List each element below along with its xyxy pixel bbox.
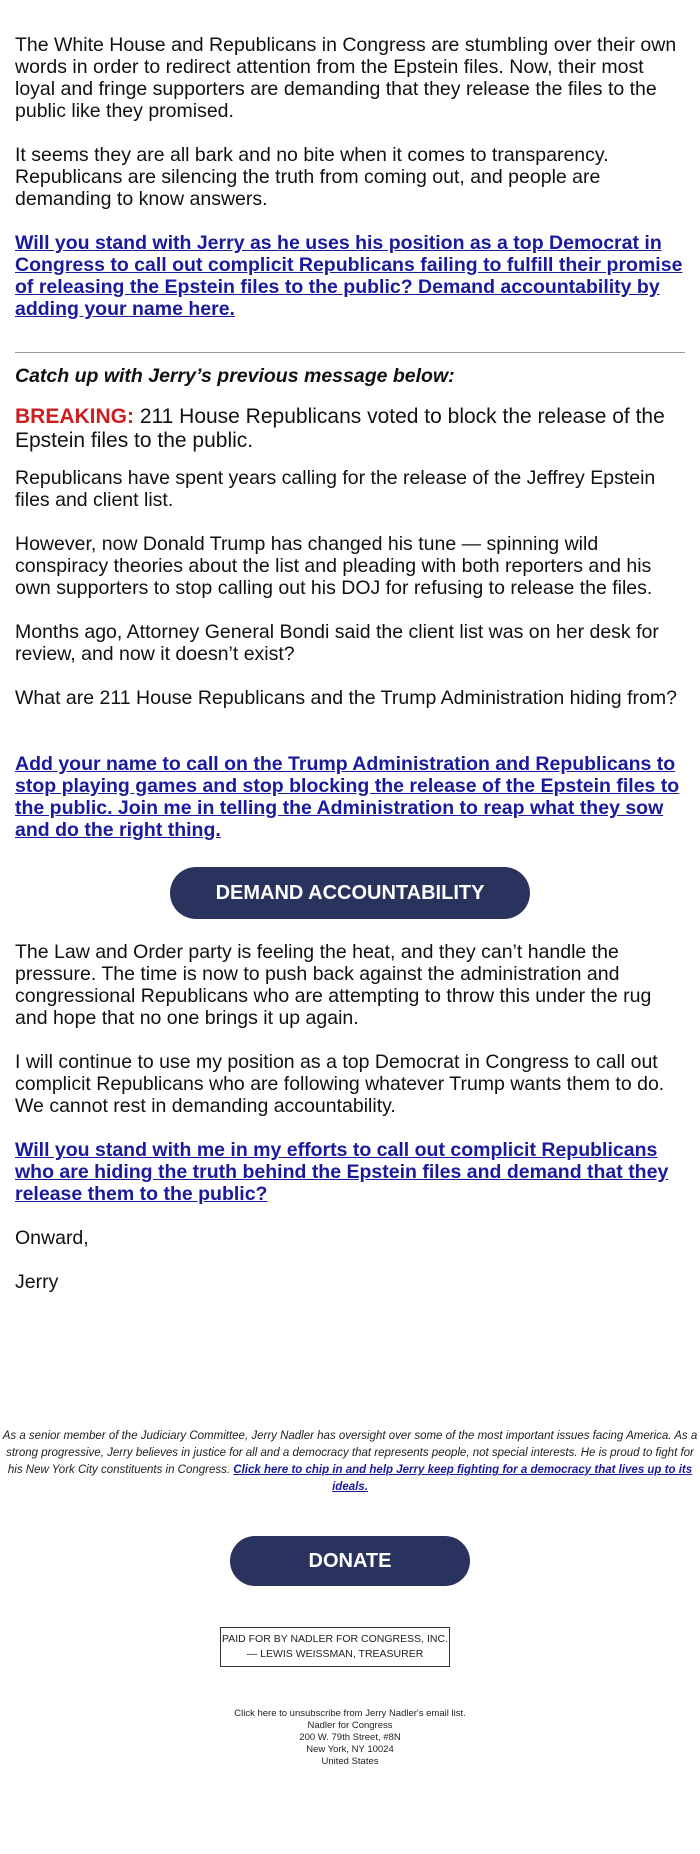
previous-paragraph-6: I will continue to use my position as a top Democrat in Congress to call out complicit Republicans who are following whatever Trump wants them to do. We cannot rest in demanding accountability. [15, 1051, 665, 1117]
previous-message-heading: Catch up with Jerry’s previous message below: [15, 365, 455, 387]
unsubscribe-link[interactable]: Click here to unsubscribe from Jerry Nadler's email list. [234, 1708, 466, 1719]
stand-with-me-link[interactable]: Will you stand with me in my efforts to call out complicit Republicans who are hiding the truth behind the Epstein files and demand that they release them to the public? [15, 1139, 669, 1205]
street-address: 200 W. 79th Street, #8N [299, 1732, 401, 1743]
paid-line-1: PAID FOR BY NADLER FOR CONGRESS, INC. [222, 1633, 448, 1645]
intro-paragraph-2: It seems they are all bark and no bite when it comes to transparency. Republicans are silencing the truth from coming out, and people are demanding to know answers. [15, 144, 609, 210]
org-name: Nadler for Congress [307, 1720, 393, 1731]
country: United States [321, 1756, 379, 1767]
breaking-label: BREAKING: [15, 405, 134, 428]
footer-bio [0, 1428, 700, 1496]
signature: Jerry [15, 1271, 59, 1293]
breaking-paragraph [15, 405, 685, 453]
chip-in-link[interactable]: Click here to chip in and help Jerry keep fighting for a democracy that lives up to its ideals. [233, 1464, 693, 1493]
add-your-name-link[interactable]: Add your name to call on the Trump Administration and Republicans to stop playing games and stop blocking the release of the Epstein files to the public. Join me in telling the Administration to reap what they sow and do the right thing. [15, 753, 680, 841]
previous-paragraph-2: However, now Donald Trump has changed his tune — spinning wild conspiracy theories about the list and pleading with both reporters and his own supporters to stop calling out his DOJ for refusing to release the files. [15, 533, 653, 599]
previous-paragraph-3: Months ago, Attorney General Bondi said the client list was on her desk for review, and now it doesn’t exist? [15, 621, 659, 665]
signoff: Onward, [15, 1227, 89, 1249]
intro-paragraph-1: The White House and Republicans in Congress are stumbling over their own words in order to redirect attention from the Epstein files. Now, their most loyal and fringe supporters are demanding that they release the files to the public like they promised. [15, 34, 677, 122]
city-address: New York, NY 10024 [306, 1744, 394, 1755]
email-body [15, 34, 685, 1293]
footer-address [0, 1708, 700, 1768]
breaking-text: 211 House Republicans voted to block the release of the Epstein files to the public. [15, 405, 665, 452]
previous-paragraph-1: Republicans have spent years calling for the release of the Jeffrey Epstein files and client list. [15, 467, 656, 511]
paid-line-2: — LEWIS WEISSMAN, TREASURER [246, 1648, 424, 1660]
paid-for-box [220, 1627, 450, 1667]
previous-paragraph-5: The Law and Order party is feeling the heat, and they can’t handle the pressure. The time is now to push back against the administration and congressional Republicans who are attempting to throw this under the rug and hope that no one brings it up again. [15, 941, 652, 1029]
previous-paragraph-4: What are 211 House Republicans and the Trump Administration hiding from? [15, 687, 677, 709]
stand-with-jerry-link[interactable]: Will you stand with Jerry as he uses his position as a top Democrat in Congress to call out complicit Republicans failing to fulfill their promise of releasing the Epstein files to the public? Demand accountability by adding your name here. [15, 232, 683, 320]
footer-bio-text: As a senior member of the Judiciary Committee, Jerry Nadler has oversight over some of the most important issues facing America. As a strong progressive, Jerry believes in justice for all and a democracy that represents people, not special interests. He is proud to fight for his New York City constituents in Congress. [2, 1430, 698, 1476]
demand-accountability-button[interactable]: DEMAND ACCOUNTABILITY [170, 867, 530, 919]
donate-button[interactable]: DONATE [230, 1536, 470, 1586]
